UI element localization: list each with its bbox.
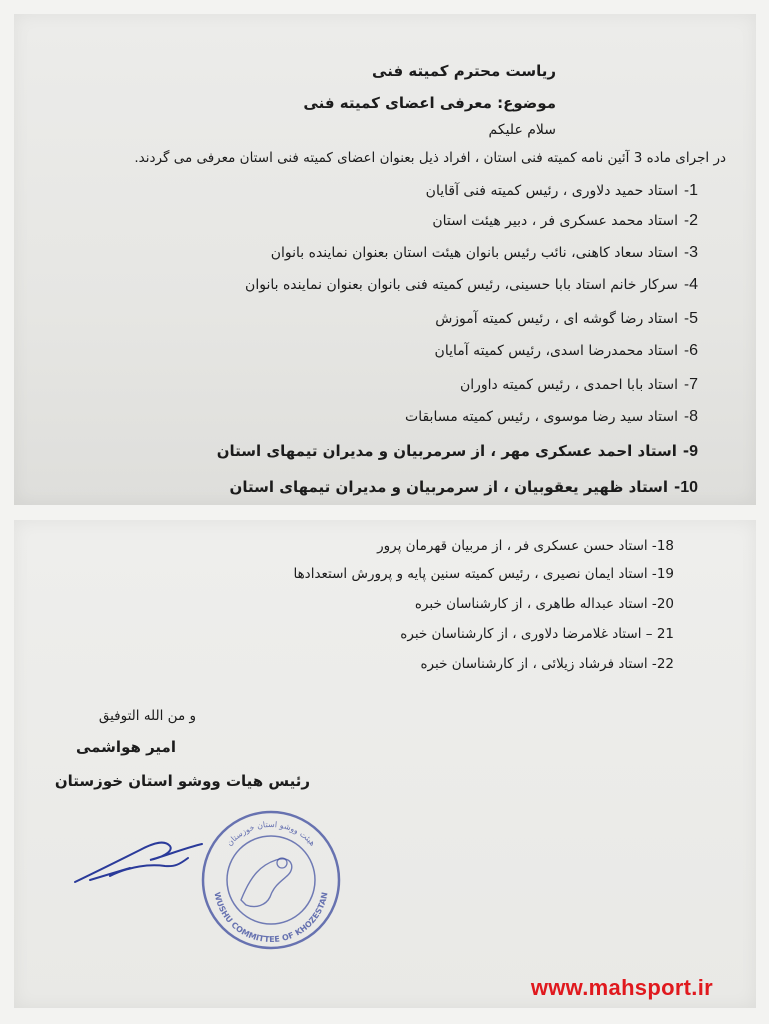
list-item: 4-سرکار خانم استاد بابا حسینی، رئیس کمیته فنی بانوان بعنوان نماینده بانوان bbox=[245, 276, 698, 293]
list-item: 8-استاد سید رضا موسوی ، رئیس کمیته مسابقات bbox=[405, 408, 698, 425]
list-item: 1-استاد حمید دلاوری ، رئیس کمیته فنی آقایان bbox=[425, 182, 698, 199]
list-item: 9-استاد احمد عسکری مهر ، از سرمربیان و مدیران تیمهای استان bbox=[216, 442, 698, 460]
letter-subject: موضوع: معرفی اعضای کمیته فنی bbox=[303, 94, 556, 112]
seal-text-top: هیئت ووشو استان خوزستان bbox=[224, 819, 318, 848]
list-item: 18- استاد حسن عسکری فر ، از مربیان قهرمان پرور bbox=[377, 538, 674, 554]
letter-intro: در اجرای ماده 3 آئین نامه کمیته فنی استان ، افراد ذیل بعنوان اعضای کمیته فنی استان معرفی می گردند. bbox=[134, 150, 726, 166]
signer-title: رئیس هیات ووشو استان خوزستان bbox=[54, 772, 310, 790]
letter-greeting: سلام علیکم bbox=[488, 122, 556, 138]
svg-text:هیئت ووشو استان خوزستان bbox=[225, 820, 317, 848]
signer-name: امیر هواشمی bbox=[75, 738, 176, 756]
list-item: 19- استاد ایمان نصیری ، رئیس کمیته سنین پایه و پرورش استعدادها bbox=[293, 566, 674, 582]
letter-page-bottom bbox=[14, 520, 756, 1008]
closing-phrase: و من الله التوفیق bbox=[98, 708, 196, 724]
list-item: 10-استاد ظهیر یعقوبیان ، از سرمربیان و مدیران تیمهای استان bbox=[229, 478, 698, 496]
list-item: 3-استاد سعاد کاهنی، نائب رئیس بانوان هیئت استان بعنوان نماینده بانوان bbox=[270, 244, 698, 261]
list-item: 21 – استاد غلامرضا دلاوری ، از کارشناسان خبره bbox=[400, 626, 674, 642]
seal-icon bbox=[196, 805, 346, 955]
svg-text:WUSHU COMMITTEE OF KHOZESTAN bbox=[212, 891, 329, 944]
list-item: 6-استاد محمدرضا اسدی، رئیس کمیته آمایان bbox=[434, 342, 698, 359]
site-watermark: www.mahsport.ir bbox=[530, 975, 713, 1000]
list-item: 2-استاد محمد عسکری فر ، دبیر هیئت استان bbox=[432, 212, 698, 229]
list-item: 7-استاد بابا احمدی ، رئیس کمیته داوران bbox=[459, 376, 698, 393]
signature-icon bbox=[70, 830, 210, 890]
seal-text-bottom: WUSHU COMMITTEE OF KHOZESTAN bbox=[212, 891, 330, 945]
letter-page-top bbox=[14, 14, 756, 505]
letter-header: ریاست محترم کمیته فنی bbox=[372, 62, 556, 80]
list-item: 20- استاد عبداله طاهری ، از کارشناسان خبره bbox=[414, 596, 674, 612]
list-item: 22- استاد فرشاد زیلائی ، از کارشناسان خبره bbox=[420, 656, 674, 672]
list-item: 5-استاد رضا گوشه ای ، رئیس کمیته آموزش bbox=[435, 310, 698, 327]
